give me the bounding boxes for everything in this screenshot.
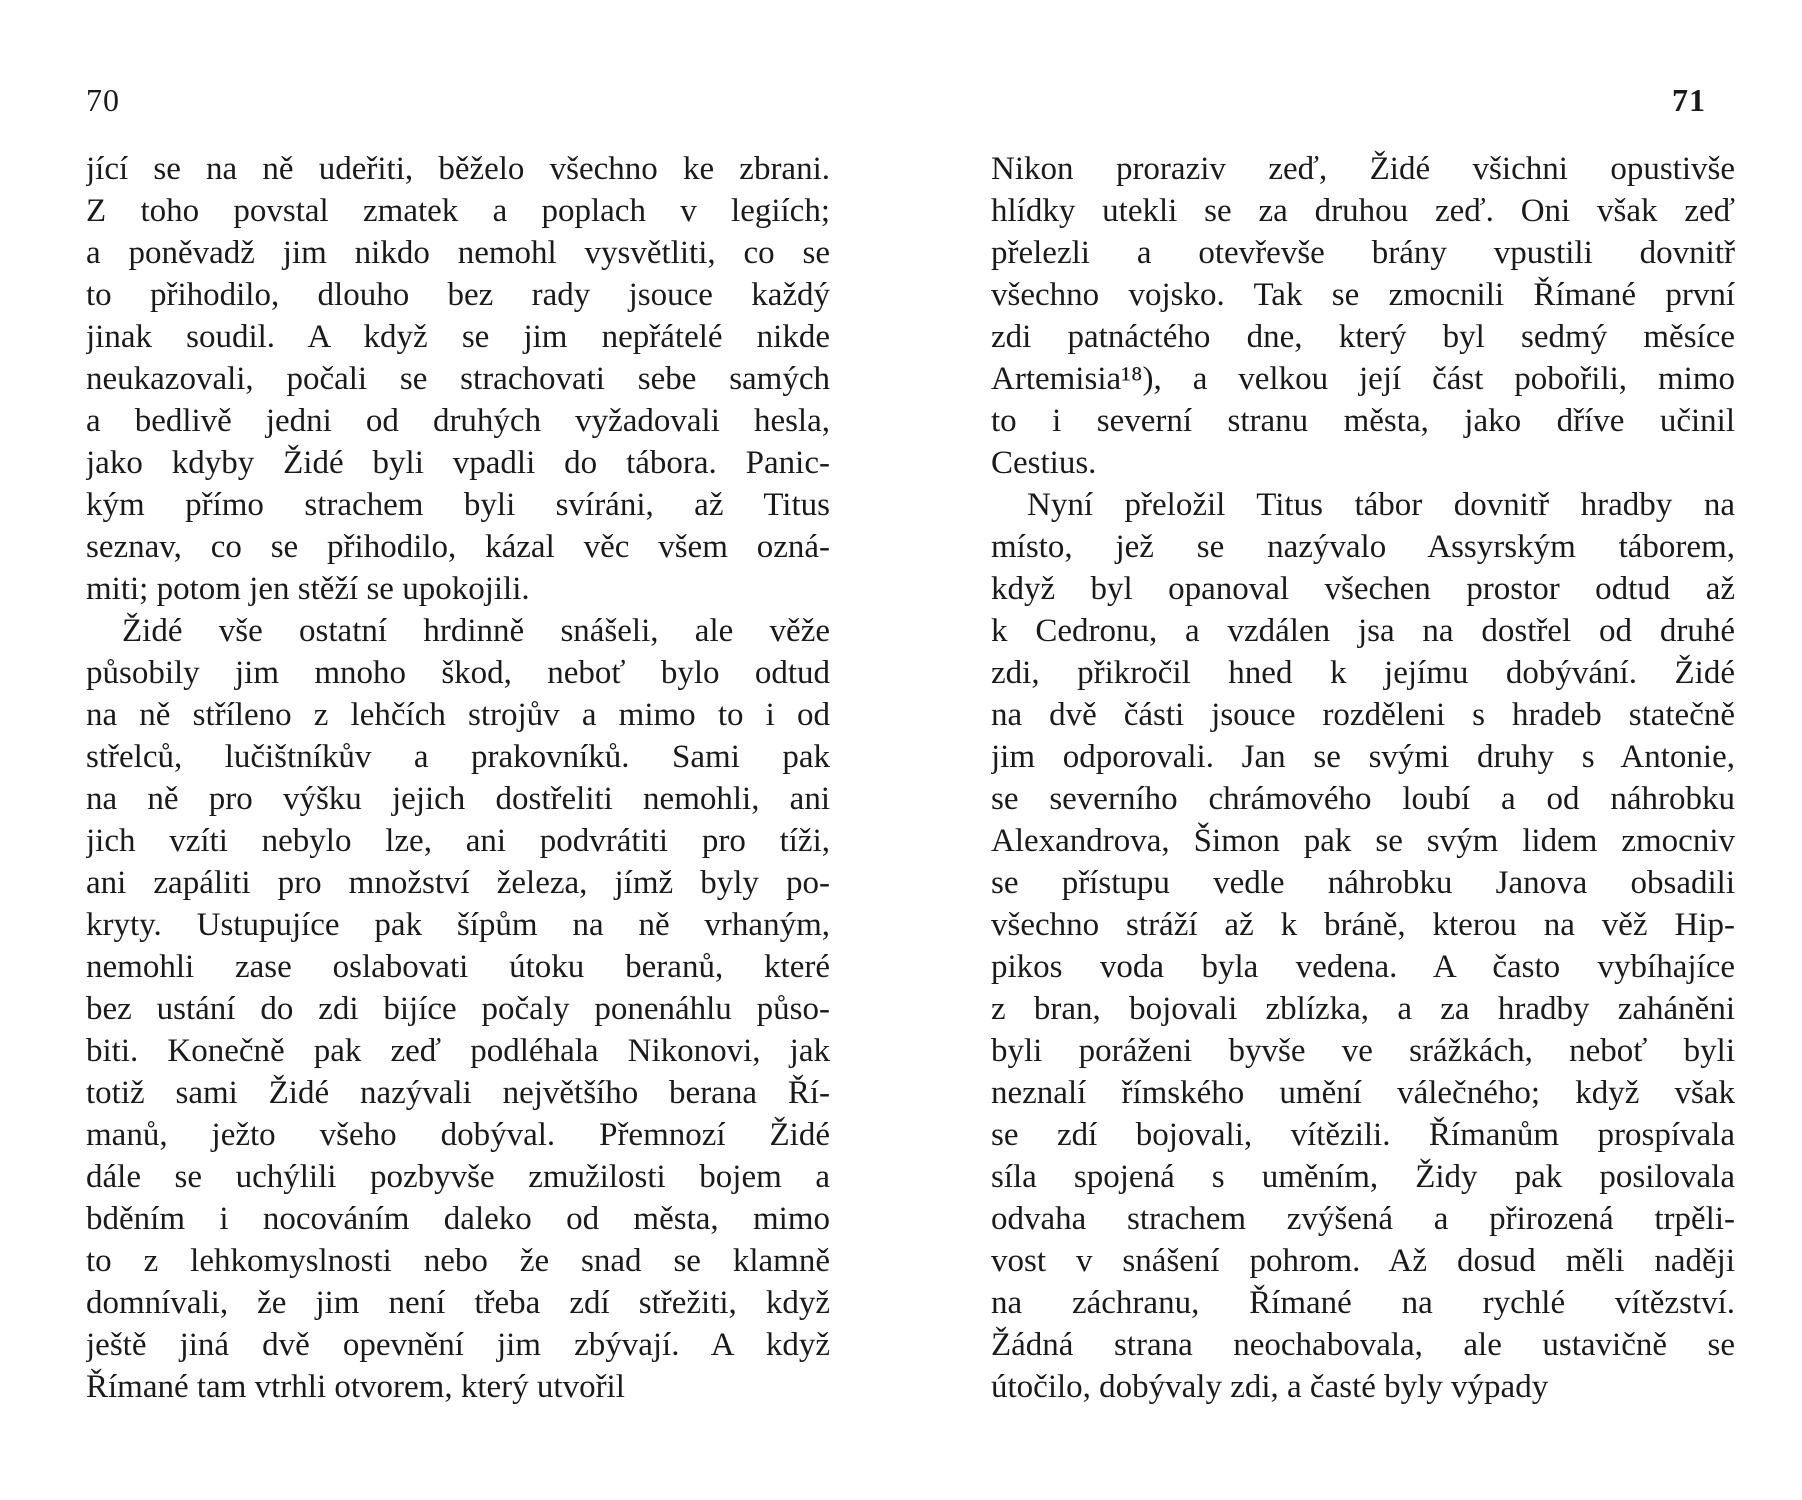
text-line: přelezli a otevřevše brány vpustili dovnitř [991,235,1735,271]
page-body-text [86,148,830,1408]
text-line: biti. Konečně pak zeď podléhala Nikonovi, jak [86,1033,830,1069]
text-line: Žádná strana neochabovala, ale ustavičně se [991,1327,1735,1363]
text-line: to i severní stranu města, jako dříve učinil [991,403,1735,439]
text-line: na záchranu, Římané na rychlé vítězství. [991,1285,1735,1321]
text-line: pikos voda byla vedena. A často vybíhajíce [991,949,1735,985]
text-line: ještě jiná dvě opevnění jim zbývají. A když [86,1327,830,1363]
text-line: když byl opanoval všechen prostor odtud až [991,571,1735,607]
page-number: 70 [86,82,120,118]
text-line: všechno stráží až k bráně, kterou na věž Hip- [991,907,1735,943]
text-line: byli poráženi byvše ve srážkách, neboť byli [991,1033,1735,1069]
text-line: jim odporovali. Jan se svými druhy s Antonie, [991,739,1735,775]
text-line: neznalí římského umění válečného; když však [991,1075,1735,1111]
text-line: působily jim mnoho škod, neboť bylo odtud [86,655,830,691]
text-line: kryty. Ustupujíce pak šípům na ně vrhaným, [86,907,830,943]
text-line: to z lehkomyslnosti nebo že snad se klamně [86,1243,830,1279]
text-line: bděním i nocováním daleko od města, mimo [86,1201,830,1237]
text-line: se zdí bojovali, vítězili. Římanům prospívala [991,1117,1735,1153]
text-line: jako kdyby Židé byli vpadli do tábora. Panic- [86,445,830,481]
text-line: kým přímo strachem byli svíráni, až Titus [86,487,830,523]
text-line: střelců, lučištníkův a prakovníků. Sami pak [86,739,830,775]
text-line: jící se na ně udeřiti, běželo všechno ke zbrani. [86,151,830,187]
right-page [901,0,1802,1500]
text-line: Cestius. [991,445,1097,481]
text-line: a bedlivě jedni od druhých vyžadovali hesla, [86,403,830,439]
text-line: domnívali, že jim není třeba zdí střežiti, když [86,1285,830,1321]
text-line: na dvě části jsouce rozděleni s hradeb statečně [991,697,1735,733]
text-line: ani zapáliti pro množství železa, jímž byly po- [86,865,830,901]
text-line: Z toho povstal zmatek a poplach v legiích; [86,193,830,229]
text-line: seznav, co se přihodilo, kázal věc všem ozná- [86,529,830,565]
text-line: bez ustání do zdi bijíce počaly ponenáhlu půso- [86,991,830,1027]
text-line: manů, ježto všeho dobýval. Přemnozí Židé [86,1117,830,1153]
text-line: Židé vše ostatní hrdinně snášeli, ale věže [122,613,830,649]
text-line: se přístupu vedle náhrobku Janova obsadili [991,865,1735,901]
text-line: hlídky utekli se za druhou zeď. Oni však zeď [991,193,1735,229]
text-line: všechno vojsko. Tak se zmocnili Římané první [991,277,1735,313]
text-line: neukazovali, počali se strachovati sebe samých [86,361,830,397]
text-line: odvaha strachem zvýšená a přirozená trpěli- [991,1201,1735,1237]
page-body-text [991,148,1735,1408]
text-line: jinak soudil. A když se jim nepřátelé nikde [86,319,830,355]
text-line: miti; potom jen stěží se upokojili. [86,571,530,607]
text-line: to přihodilo, dlouho bez rady jsouce každý [86,277,830,313]
text-line: Nyní přeložil Titus tábor dovnitř hradby na [1027,487,1735,523]
text-line: zdi, přikročil hned k jejímu dobývání. Židé [991,655,1735,691]
text-line: z bran, bojovali zblízka, a za hradby zaháněni [991,991,1735,1027]
text-line: Římané tam vtrhli otvorem, který utvořil [86,1369,625,1405]
text-line: a poněvadž jim nikdo nemohl vysvětliti, co se [86,235,830,271]
text-line: Alexandrova, Šimon pak se svým lidem zmocniv [991,823,1735,859]
text-line: k Cedronu, a vzdálen jsa na dostřel od druhé [991,613,1735,649]
page-number: 71 [1672,82,1706,118]
text-line: se severního chrámového loubí a od náhrobku [991,781,1735,817]
text-line: Nikon proraziv zeď, Židé všichni opustivše [991,151,1735,187]
text-line: na ně stříleno z lehčích strojův a mimo to i od [86,697,830,733]
text-line: dále se uchýlili pozbyvše zmužilosti bojem a [86,1159,830,1195]
text-line: útočilo, dobývaly zdi, a časté byly výpady [991,1369,1549,1405]
text-line: místo, jež se nazývalo Assyrským táborem, [991,529,1735,565]
text-line: jich vzíti nebylo lze, ani podvrátiti pro tíži, [86,823,830,859]
text-line: nemohli zase oslabovati útoku beranů, které [86,949,830,985]
text-line: totiž sami Židé nazývali největšího berana Ří- [86,1075,830,1111]
text-line: na ně pro výšku jejich dostřeliti nemohli, ani [86,781,830,817]
text-line: síla spojená s uměním, Židy pak posilovala [991,1159,1735,1195]
text-line: Artemisia¹⁸), a velkou její část pobořili, mimo [991,361,1735,397]
text-line: vost v snášení pohrom. Až dosud měli naději [991,1243,1735,1279]
text-line: zdi patnáctého dne, který byl sedmý měsíce [991,319,1735,355]
